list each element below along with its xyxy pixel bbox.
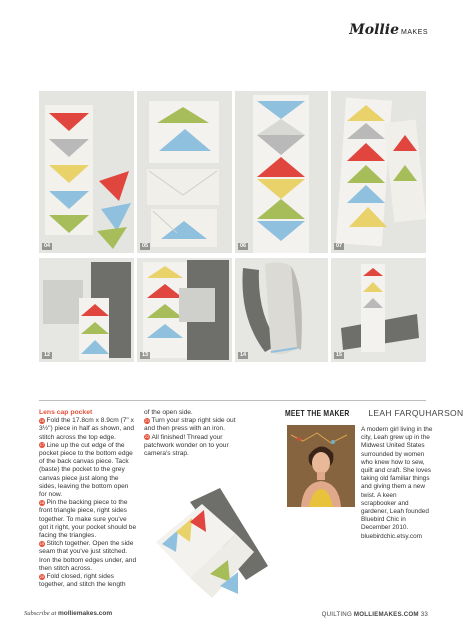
step-16: 16 Fold the 17.8cm x 8.9cm (7" x 3½") piece in half as shown, and stitch across the top edge. bbox=[39, 417, 135, 441]
step-photo-04 bbox=[39, 91, 134, 253]
step-20-continued: of the open side. bbox=[144, 409, 193, 416]
step-18: 18 Pin the backing piece to the front triangle piece, right sides together. To make sure you've got it right, your pocket should be facing the triangles. bbox=[39, 499, 137, 540]
quilt-pieces-photo-icon bbox=[137, 91, 232, 253]
step-photo-07 bbox=[331, 91, 426, 253]
logo-caps: MAKES bbox=[400, 29, 428, 36]
page-number: 33 bbox=[420, 611, 428, 618]
step-photo-15 bbox=[331, 258, 426, 362]
step-20: 20 Fold closed, right sides together, and stitch the length bbox=[39, 573, 126, 589]
quilt-pieces-photo-icon bbox=[137, 258, 232, 362]
footer-site[interactable]: MOLLIEMAKES.COM bbox=[353, 611, 419, 618]
finished-strap-photo bbox=[150, 482, 278, 604]
maker-name: LEAH FARQUHARSON bbox=[368, 408, 463, 418]
photo-label: 07 bbox=[336, 243, 343, 249]
quilt-pieces-photo-icon bbox=[331, 258, 426, 362]
instructions-column-2 bbox=[144, 409, 248, 458]
footer-folio bbox=[322, 611, 428, 618]
step-22: 22 All finished! Thread your patchwork wonder on to your camera's strap. bbox=[144, 433, 229, 458]
photo-label: 14 bbox=[240, 352, 247, 358]
footer-section: QUILTING bbox=[321, 611, 352, 618]
maker-tag: MEET THE MAKER bbox=[285, 408, 350, 418]
photo-label: 13 bbox=[142, 352, 149, 358]
portrait-photo-icon bbox=[287, 425, 355, 507]
step-number: 16 bbox=[39, 417, 45, 423]
footer-subscribe bbox=[24, 610, 112, 617]
photo-label: 04 bbox=[44, 243, 51, 249]
step-number: 17 bbox=[39, 442, 45, 448]
quilt-pieces-photo-icon bbox=[39, 91, 134, 253]
photo-label: 15 bbox=[336, 352, 343, 358]
meet-the-maker-heading bbox=[285, 408, 463, 418]
step-photo-06 bbox=[235, 91, 328, 253]
camera-strap-icon bbox=[150, 482, 278, 604]
step-number: 22 bbox=[144, 434, 150, 440]
step-number: 18 bbox=[39, 499, 45, 505]
step-photo-14 bbox=[235, 258, 328, 362]
maker-bio-text: A modern girl living in the city, Leah grew up in the Midwest United States surrounded by women who knew how to sew, quilt and craft. She loves taking old familiar things and giving them a new twist. A keen scrapbooker and gardener, Leah founded Bluebird Chic in December 2010. bbox=[361, 426, 433, 532]
quilt-pieces-photo-icon bbox=[331, 91, 426, 253]
step-photo-13 bbox=[137, 258, 232, 362]
instructions-column-1 bbox=[39, 409, 137, 589]
photo-label: 05 bbox=[142, 243, 149, 249]
quilt-pieces-photo-icon bbox=[235, 258, 328, 362]
step-photo-12 bbox=[39, 258, 134, 362]
section-title: Lens cap pocket bbox=[39, 409, 93, 416]
step-19: 19 Stitch together. Open the side seam that you've just stitched. Iron the bottom edges under, and then stitch across. bbox=[39, 540, 137, 572]
step-21: 21 Turn your strap right side out and then press with an iron. bbox=[144, 417, 236, 433]
maker-bio bbox=[361, 426, 433, 541]
mollie-makes-logo bbox=[349, 22, 428, 38]
logo-script: Mollie bbox=[349, 22, 399, 38]
subscribe-prefix: Subscribe at bbox=[24, 610, 57, 617]
step-number: 20 bbox=[39, 573, 45, 579]
maker-portrait bbox=[287, 425, 355, 507]
section-divider bbox=[39, 400, 426, 401]
quilt-pieces-photo-icon bbox=[39, 258, 134, 362]
quilt-pieces-photo-icon bbox=[235, 91, 328, 253]
photo-label: 12 bbox=[44, 352, 51, 358]
step-17: 17 Line up the cut edge of the pocket piece to the bottom edge of the back canvas piece. Tack (baste) the pocket to the grey canvas piece just along the sides, leaving the bottom open for now. bbox=[39, 441, 133, 499]
step-number: 21 bbox=[144, 417, 150, 423]
step-photo-05 bbox=[137, 91, 232, 253]
maker-website: bluebirdchic.etsy.com bbox=[361, 532, 422, 540]
subscribe-link[interactable]: molliemakes.com bbox=[57, 610, 113, 617]
photo-label: 06 bbox=[240, 243, 247, 249]
step-number: 19 bbox=[39, 540, 45, 546]
